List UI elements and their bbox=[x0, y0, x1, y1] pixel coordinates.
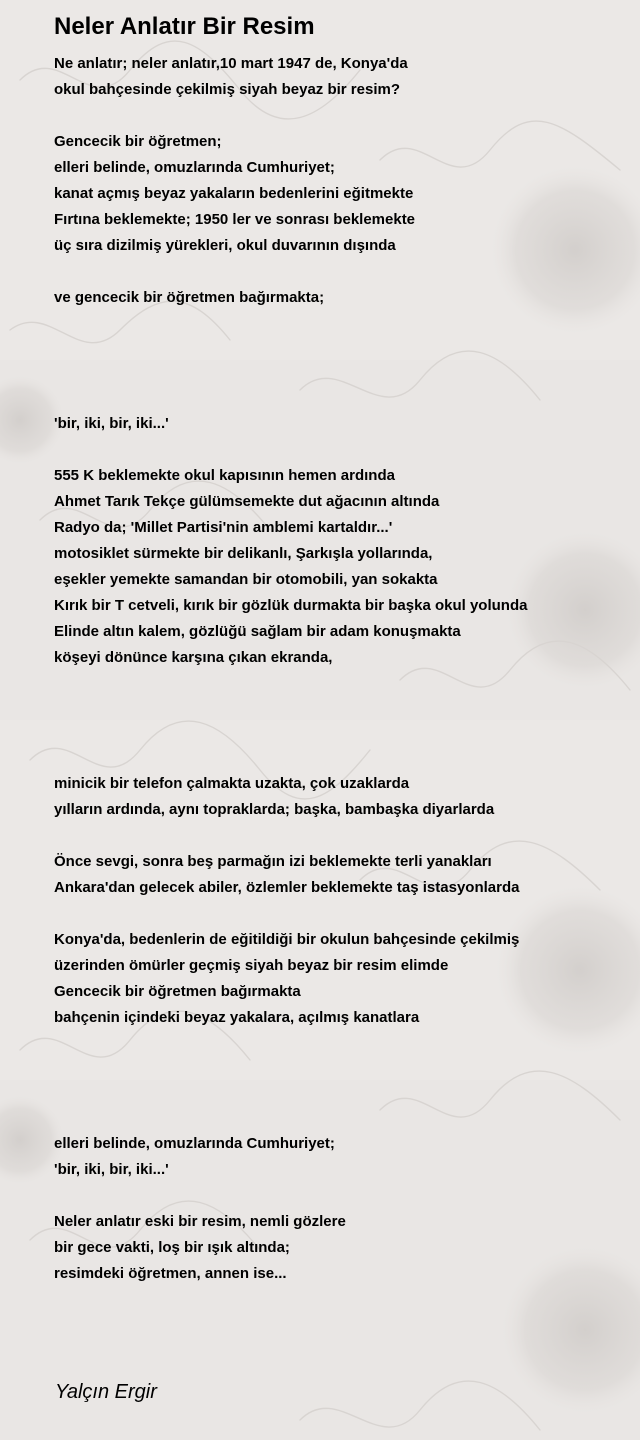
poem-line: elleri belinde, omuzlarında Cumhuriyet; bbox=[54, 1135, 335, 1152]
poem-line: bahçenin içindeki beyaz yakalara, açılmış kanatlara bbox=[54, 1009, 420, 1026]
poem-line: 'bir, iki, bir, iki...' bbox=[54, 415, 169, 432]
poem-line: ve gencecik bir öğretmen bağırmakta; bbox=[54, 289, 325, 306]
poem-line: motosiklet sürmekte bir delikanlı, Şarkışla yollarında, bbox=[54, 545, 433, 562]
poem-line: Kırık bir T cetveli, kırık bir gözlük durmakta bir başka okul yolunda bbox=[54, 597, 528, 614]
poem-line: üç sıra dizilmiş yürekleri, okul duvarının dışında bbox=[54, 237, 396, 254]
poem-line: 'bir, iki, bir, iki...' bbox=[54, 1161, 169, 1178]
poem-line: Ne anlatır; neler anlatır,10 mart 1947 de, Konya'da bbox=[54, 55, 408, 72]
poem-line: Radyo da; 'Millet Partisi'nin amblemi kartaldır...' bbox=[54, 519, 393, 536]
poem-line: Gencecik bir öğretmen bağırmakta bbox=[54, 983, 301, 1000]
poem-line: Konya'da, bedenlerin de eğitildiği bir okulun bahçesinde çekilmiş bbox=[54, 931, 520, 948]
poem-line: bir gece vakti, loş bir ışık altında; bbox=[54, 1239, 290, 1256]
poem-line: üzerinden ömürler geçmiş siyah beyaz bir resim elimde bbox=[54, 957, 449, 974]
poem-line: Neler anlatır eski bir resim, nemli gözlere bbox=[54, 1213, 346, 1230]
poem-line: Önce sevgi, sonra beş parmağın izi beklemekte terli yanakları bbox=[54, 853, 492, 870]
poem-line: minicik bir telefon çalmakta uzakta, çok uzaklarda bbox=[54, 775, 410, 792]
poem-line: Ankara'dan gelecek abiler, özlemler beklemekte taş istasyonlarda bbox=[54, 879, 520, 896]
poem-line: elleri belinde, omuzlarında Cumhuriyet; bbox=[54, 159, 335, 176]
poem-line: Elinde altın kalem, gözlüğü sağlam bir adam konuşmakta bbox=[54, 623, 461, 640]
poem-line: Gencecik bir öğretmen; bbox=[54, 133, 222, 150]
poem-line: okul bahçesinde çekilmiş siyah beyaz bir resim? bbox=[54, 81, 400, 98]
poem-line: 555 K beklemekte okul kapısının hemen ardında bbox=[54, 467, 395, 484]
poem-line: resimdeki öğretmen, annen ise... bbox=[54, 1265, 287, 1282]
poem-author: Yalçın Ergir bbox=[55, 1381, 157, 1403]
poem-line: yılların ardında, aynı topraklarda; başka, bambaşka diyarlarda bbox=[54, 801, 495, 818]
poem-line: Ahmet Tarık Tekçe gülümsemekte dut ağacının altında bbox=[54, 493, 440, 510]
poem-line: eşekler yemekte samandan bir otomobili, yan sokakta bbox=[54, 571, 438, 588]
poem-line: köşeyi dönünce karşına çıkan ekranda, bbox=[54, 649, 333, 666]
poem-line: kanat açmış beyaz yakaların bedenlerini eğitmekte bbox=[54, 185, 414, 202]
poem-line: Fırtına beklemekte; 1950 ler ve sonrası beklemekte bbox=[54, 211, 416, 228]
poem-title: Neler Anlatır Bir Resim bbox=[54, 13, 315, 40]
